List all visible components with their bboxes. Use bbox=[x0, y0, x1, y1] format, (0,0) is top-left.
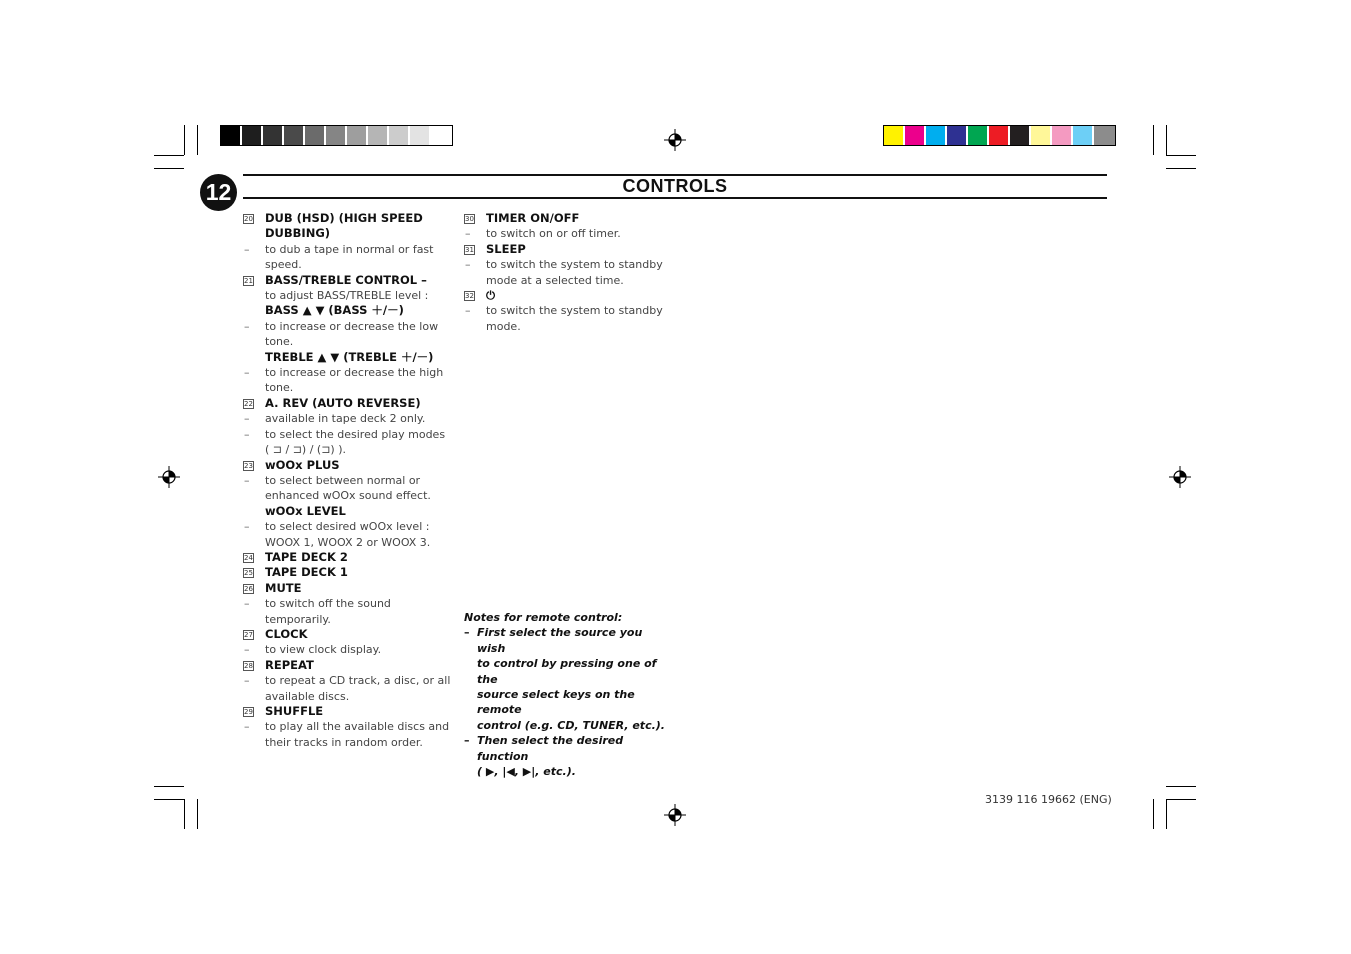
control-heading bbox=[464, 211, 664, 226]
control-subheading: BASS ▲ ▼ (BASS ＋/－) bbox=[265, 303, 404, 318]
control-name: wOOx PLUS bbox=[265, 457, 340, 472]
page-number-badge: 12 bbox=[200, 174, 237, 211]
dash-bullet: – bbox=[244, 520, 250, 534]
color-swatch bbox=[905, 126, 926, 145]
control-name: SHUFFLE bbox=[265, 704, 324, 718]
notes-heading: Notes for remote control: bbox=[464, 611, 623, 624]
dash-bullet: – bbox=[244, 427, 250, 441]
control-subheading: wOOx LEVEL bbox=[265, 503, 346, 518]
item-number-box: 27 bbox=[244, 630, 253, 639]
description-line: – to repeat a CD track, a disc, or all bbox=[244, 674, 451, 688]
description-line: – to increase or decrease the low bbox=[244, 319, 439, 333]
control-heading bbox=[243, 581, 458, 596]
control-name: TAPE DECK 1 bbox=[265, 565, 348, 580]
control-name: MUTE bbox=[265, 580, 302, 595]
color-swatch bbox=[242, 126, 263, 145]
control-subheading: DUBBING) bbox=[265, 226, 331, 241]
registration-mark-icon bbox=[664, 129, 686, 151]
description-continuation: their tracks in random order. bbox=[265, 735, 423, 749]
description-continuation: mode at a selected time. bbox=[486, 273, 624, 287]
description-line: – to view clock display. bbox=[244, 643, 382, 657]
item-number-box: 22 bbox=[244, 399, 253, 408]
description-continuation: tone. bbox=[265, 335, 294, 349]
control-name: BASS/TREBLE CONTROL – bbox=[265, 272, 427, 287]
color-swatch bbox=[884, 126, 905, 145]
dash-bullet: – bbox=[244, 412, 250, 426]
color-swatch bbox=[389, 126, 410, 145]
description-line: – to dub a tape in normal or fast bbox=[244, 242, 434, 256]
dash-bullet: – bbox=[465, 304, 471, 318]
control-name: CLOCK bbox=[265, 626, 308, 641]
control-heading bbox=[243, 211, 458, 226]
item-number-box: 23 bbox=[244, 461, 253, 470]
color-swatch bbox=[431, 126, 452, 145]
registration-mark-icon bbox=[158, 466, 180, 488]
note-line: to control by pressing one of the bbox=[477, 657, 657, 686]
item-number-box: 24 bbox=[244, 553, 253, 562]
description-line: – to select desired wOOx level : bbox=[244, 520, 430, 534]
item-number-box: 26 bbox=[244, 584, 253, 593]
color-swatch bbox=[326, 126, 347, 145]
note-line: – First select the source you wish bbox=[464, 626, 643, 655]
control-name: TIMER ON/OFF bbox=[486, 211, 580, 225]
color-swatch bbox=[221, 126, 242, 145]
control-heading bbox=[243, 273, 458, 288]
control-subheading: TREBLE ▲ ▼ (TREBLE ＋/－) bbox=[265, 349, 434, 364]
description-continuation: mode. bbox=[486, 319, 521, 333]
note-line: ( ▶, |◀, ▶|, etc.). bbox=[477, 765, 576, 779]
color-swatch bbox=[968, 126, 989, 145]
page-title: CONTROLS bbox=[622, 176, 728, 196]
left-column bbox=[243, 211, 458, 750]
description-line: – to increase or decrease the high bbox=[244, 366, 444, 380]
control-heading bbox=[464, 242, 664, 257]
color-swatch bbox=[305, 126, 326, 145]
color-swatch bbox=[347, 126, 368, 145]
description-continuation: enhanced wOOx sound effect. bbox=[265, 489, 431, 503]
color-swatch bbox=[1052, 126, 1073, 145]
color-swatch bbox=[1010, 126, 1031, 145]
description-continuation: to adjust BASS/TREBLE level : bbox=[265, 289, 429, 303]
description-continuation: available discs. bbox=[265, 689, 350, 703]
color-swatch bbox=[263, 126, 284, 145]
dash-bullet: – bbox=[465, 227, 471, 241]
item-number-box: 25 bbox=[244, 569, 253, 578]
description-line: – to play all the available discs and bbox=[244, 720, 450, 734]
item-number-box: 30 bbox=[465, 215, 474, 223]
control-name: TAPE DECK 2 bbox=[265, 549, 348, 564]
item-number-box: 28 bbox=[244, 661, 253, 670]
remote-control-notes bbox=[464, 610, 674, 779]
description-line: – to switch on or off timer. bbox=[465, 227, 621, 241]
description-line: – to select the desired play modes bbox=[244, 427, 446, 441]
header-rule-bottom bbox=[243, 197, 1107, 199]
dash-bullet: – bbox=[465, 258, 471, 272]
dash-bullet: – bbox=[244, 674, 250, 688]
registration-mark-icon bbox=[664, 804, 686, 826]
control-name: A. REV (AUTO REVERSE) bbox=[265, 395, 421, 410]
color-swatch bbox=[947, 126, 968, 145]
item-number-box: 31 bbox=[465, 245, 474, 254]
description-line: – to switch the system to standby bbox=[465, 258, 663, 272]
color-swatch bbox=[1094, 126, 1115, 145]
dash-bullet: – bbox=[244, 720, 250, 734]
description-continuation: WOOX 1, WOOX 2 or WOOX 3. bbox=[265, 535, 431, 549]
dash-bullet: – bbox=[244, 366, 250, 380]
item-number-box: 29 bbox=[244, 708, 253, 716]
description-continuation: speed. bbox=[265, 258, 302, 272]
description-line: – to switch the system to standby bbox=[465, 304, 663, 318]
control-heading bbox=[243, 704, 458, 719]
dash-bullet: – bbox=[244, 319, 250, 333]
control-heading bbox=[243, 458, 458, 473]
control-name: SLEEP bbox=[486, 241, 526, 256]
registration-mark-icon bbox=[1169, 466, 1191, 488]
control-heading bbox=[243, 550, 458, 565]
color-swatch bbox=[926, 126, 947, 145]
color-swatch bbox=[284, 126, 305, 145]
dash-bullet: – bbox=[244, 242, 250, 256]
document-code: 3139 116 19662 (ENG) bbox=[985, 793, 1112, 806]
note-line: control (e.g. CD, TUNER, etc.). bbox=[477, 718, 665, 732]
color-swatch bbox=[1073, 126, 1094, 145]
control-heading bbox=[243, 565, 458, 580]
control-heading bbox=[243, 627, 458, 642]
item-number-box: 21 bbox=[244, 276, 253, 285]
item-number-box: 32 bbox=[465, 292, 474, 301]
color-swatch bbox=[989, 126, 1010, 145]
dash-bullet: – bbox=[244, 643, 250, 657]
note-line: source select keys on the remote bbox=[477, 688, 635, 717]
description-continuation: tone. bbox=[265, 381, 294, 395]
control-heading bbox=[243, 396, 458, 411]
description-continuation: ( ⊐ / ⊐) / (⊐) ). bbox=[265, 443, 346, 457]
color-swatch bbox=[368, 126, 389, 145]
note-line: – Then select the desired function bbox=[464, 734, 624, 763]
dash-bullet: – bbox=[244, 597, 250, 611]
control-heading bbox=[464, 288, 664, 303]
control-heading bbox=[243, 658, 458, 673]
color-calibration-bar bbox=[883, 125, 1116, 146]
description-line: – to switch off the sound temporarily. bbox=[244, 597, 391, 626]
control-name: ⏻ bbox=[486, 288, 496, 303]
control-name: DUB (HSD) (HIGH SPEED bbox=[265, 211, 423, 225]
color-swatch bbox=[410, 126, 431, 145]
description-line: – to select between normal or bbox=[244, 473, 421, 487]
grayscale-calibration-bar bbox=[220, 125, 453, 146]
color-swatch bbox=[1031, 126, 1052, 145]
item-number-box: 20 bbox=[244, 215, 253, 223]
control-name: REPEAT bbox=[265, 657, 314, 672]
description-line: – available in tape deck 2 only. bbox=[244, 412, 426, 426]
right-column bbox=[464, 211, 664, 334]
dash-bullet: – bbox=[244, 473, 250, 487]
